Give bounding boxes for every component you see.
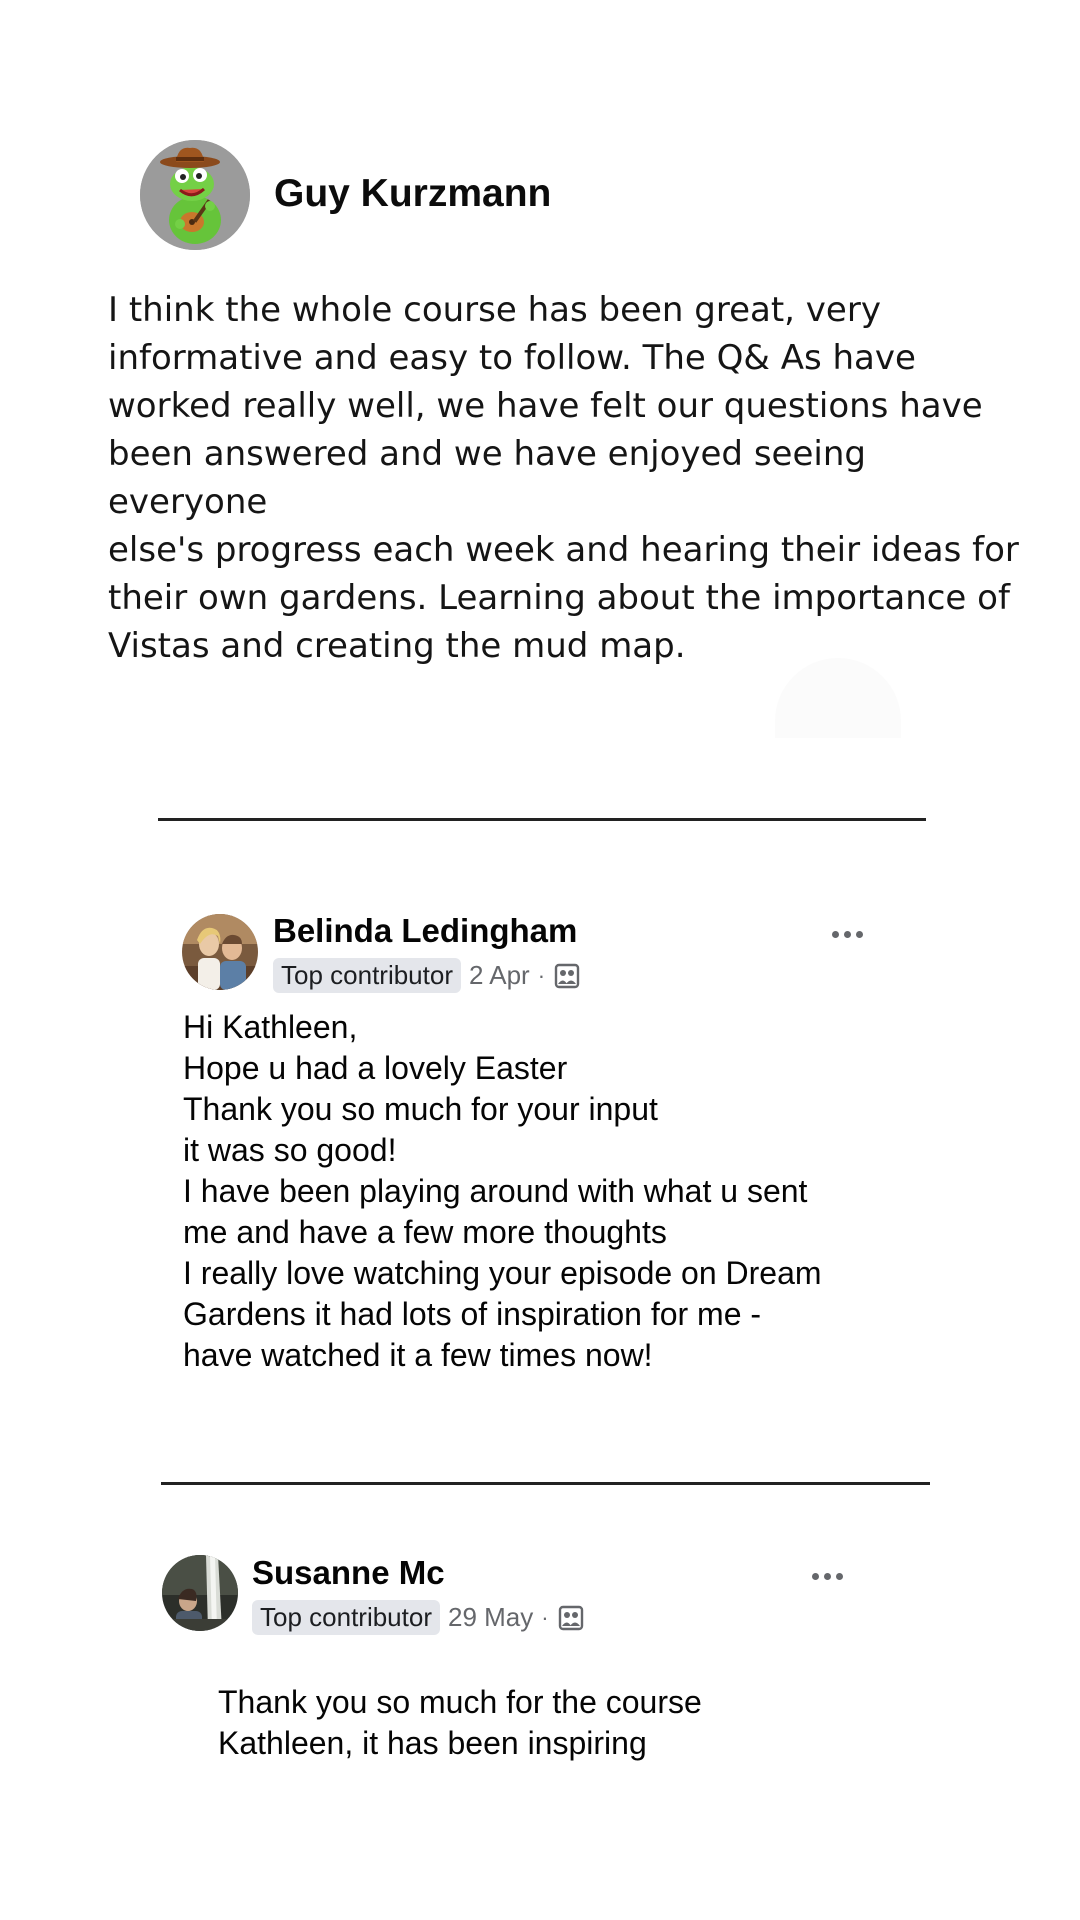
faint-decorative-circle xyxy=(775,658,901,738)
comment-meta xyxy=(252,1600,585,1635)
section-divider xyxy=(158,818,926,821)
guy-kurzmann-name: Guy Kurzmann xyxy=(274,172,552,215)
testimonial-line: Vistas and creating the mud map. xyxy=(108,626,686,666)
comment-line: I really love watching your episode on Dream xyxy=(183,1255,822,1291)
belinda-comment-text xyxy=(183,1007,903,1376)
comment-line: it was so good! xyxy=(183,1132,397,1168)
top-contributor-badge: Top contributor xyxy=(252,1600,440,1635)
comment-line: Thank you so much for your input xyxy=(183,1091,658,1127)
group-audience-icon xyxy=(553,962,581,990)
comment-line: Hi Kathleen, xyxy=(183,1009,358,1045)
guy-kurzmann-avatar xyxy=(140,140,250,250)
testimonial-line: worked really well, we have felt our questions have xyxy=(108,386,983,426)
waterfall-photo-avatar-image xyxy=(162,1555,238,1631)
comment-line: Thank you so much for the course xyxy=(218,1684,702,1720)
section-divider xyxy=(161,1482,930,1485)
susanne-mc-name[interactable]: Susanne Mc xyxy=(252,1554,445,1591)
susanne-mc-avatar[interactable] xyxy=(162,1555,238,1631)
frog-cowboy-avatar-image xyxy=(140,140,250,250)
testimonial-line: their own gardens. Learning about the importance of xyxy=(108,578,1010,618)
comment-line: Kathleen, it has been inspiring xyxy=(218,1725,647,1761)
comment-date[interactable]: 2 Apr xyxy=(468,960,530,990)
comment-line: me and have a few more thoughts xyxy=(183,1214,667,1250)
testimonial-line: informative and easy to follow. The Q& As have xyxy=(108,338,916,378)
comment-line: have watched it a few times now! xyxy=(183,1337,653,1373)
testimonial-line: been answered and we have enjoyed seeing everyone xyxy=(108,434,866,522)
comment-line: I have been playing around with what u sent xyxy=(183,1173,808,1209)
couple-photo-avatar-image xyxy=(182,914,258,990)
group-audience-icon xyxy=(557,1604,585,1632)
comment-meta xyxy=(273,958,581,993)
belinda-ledingham-name[interactable]: Belinda Ledingham xyxy=(273,912,578,949)
comment-line: Gardens it had lots of inspiration for me - xyxy=(183,1296,762,1332)
testimonial-line: I think the whole course has been great, very xyxy=(108,290,881,330)
testimonial-line: else's progress each week and hearing their ideas for xyxy=(108,530,1019,570)
meta-separator: · xyxy=(541,1604,549,1630)
more-options-icon[interactable] xyxy=(832,924,863,944)
comment-date[interactable]: 29 May xyxy=(447,1602,534,1632)
belinda-ledingham-avatar[interactable] xyxy=(182,914,258,990)
guy-kurzmann-testimonial xyxy=(108,286,1028,670)
comment-line: Hope u had a lovely Easter xyxy=(183,1050,568,1086)
more-options-icon[interactable] xyxy=(812,1566,843,1586)
meta-separator: · xyxy=(537,962,546,988)
top-contributor-badge: Top contributor xyxy=(273,958,461,993)
susanne-comment-text xyxy=(218,1682,898,1764)
